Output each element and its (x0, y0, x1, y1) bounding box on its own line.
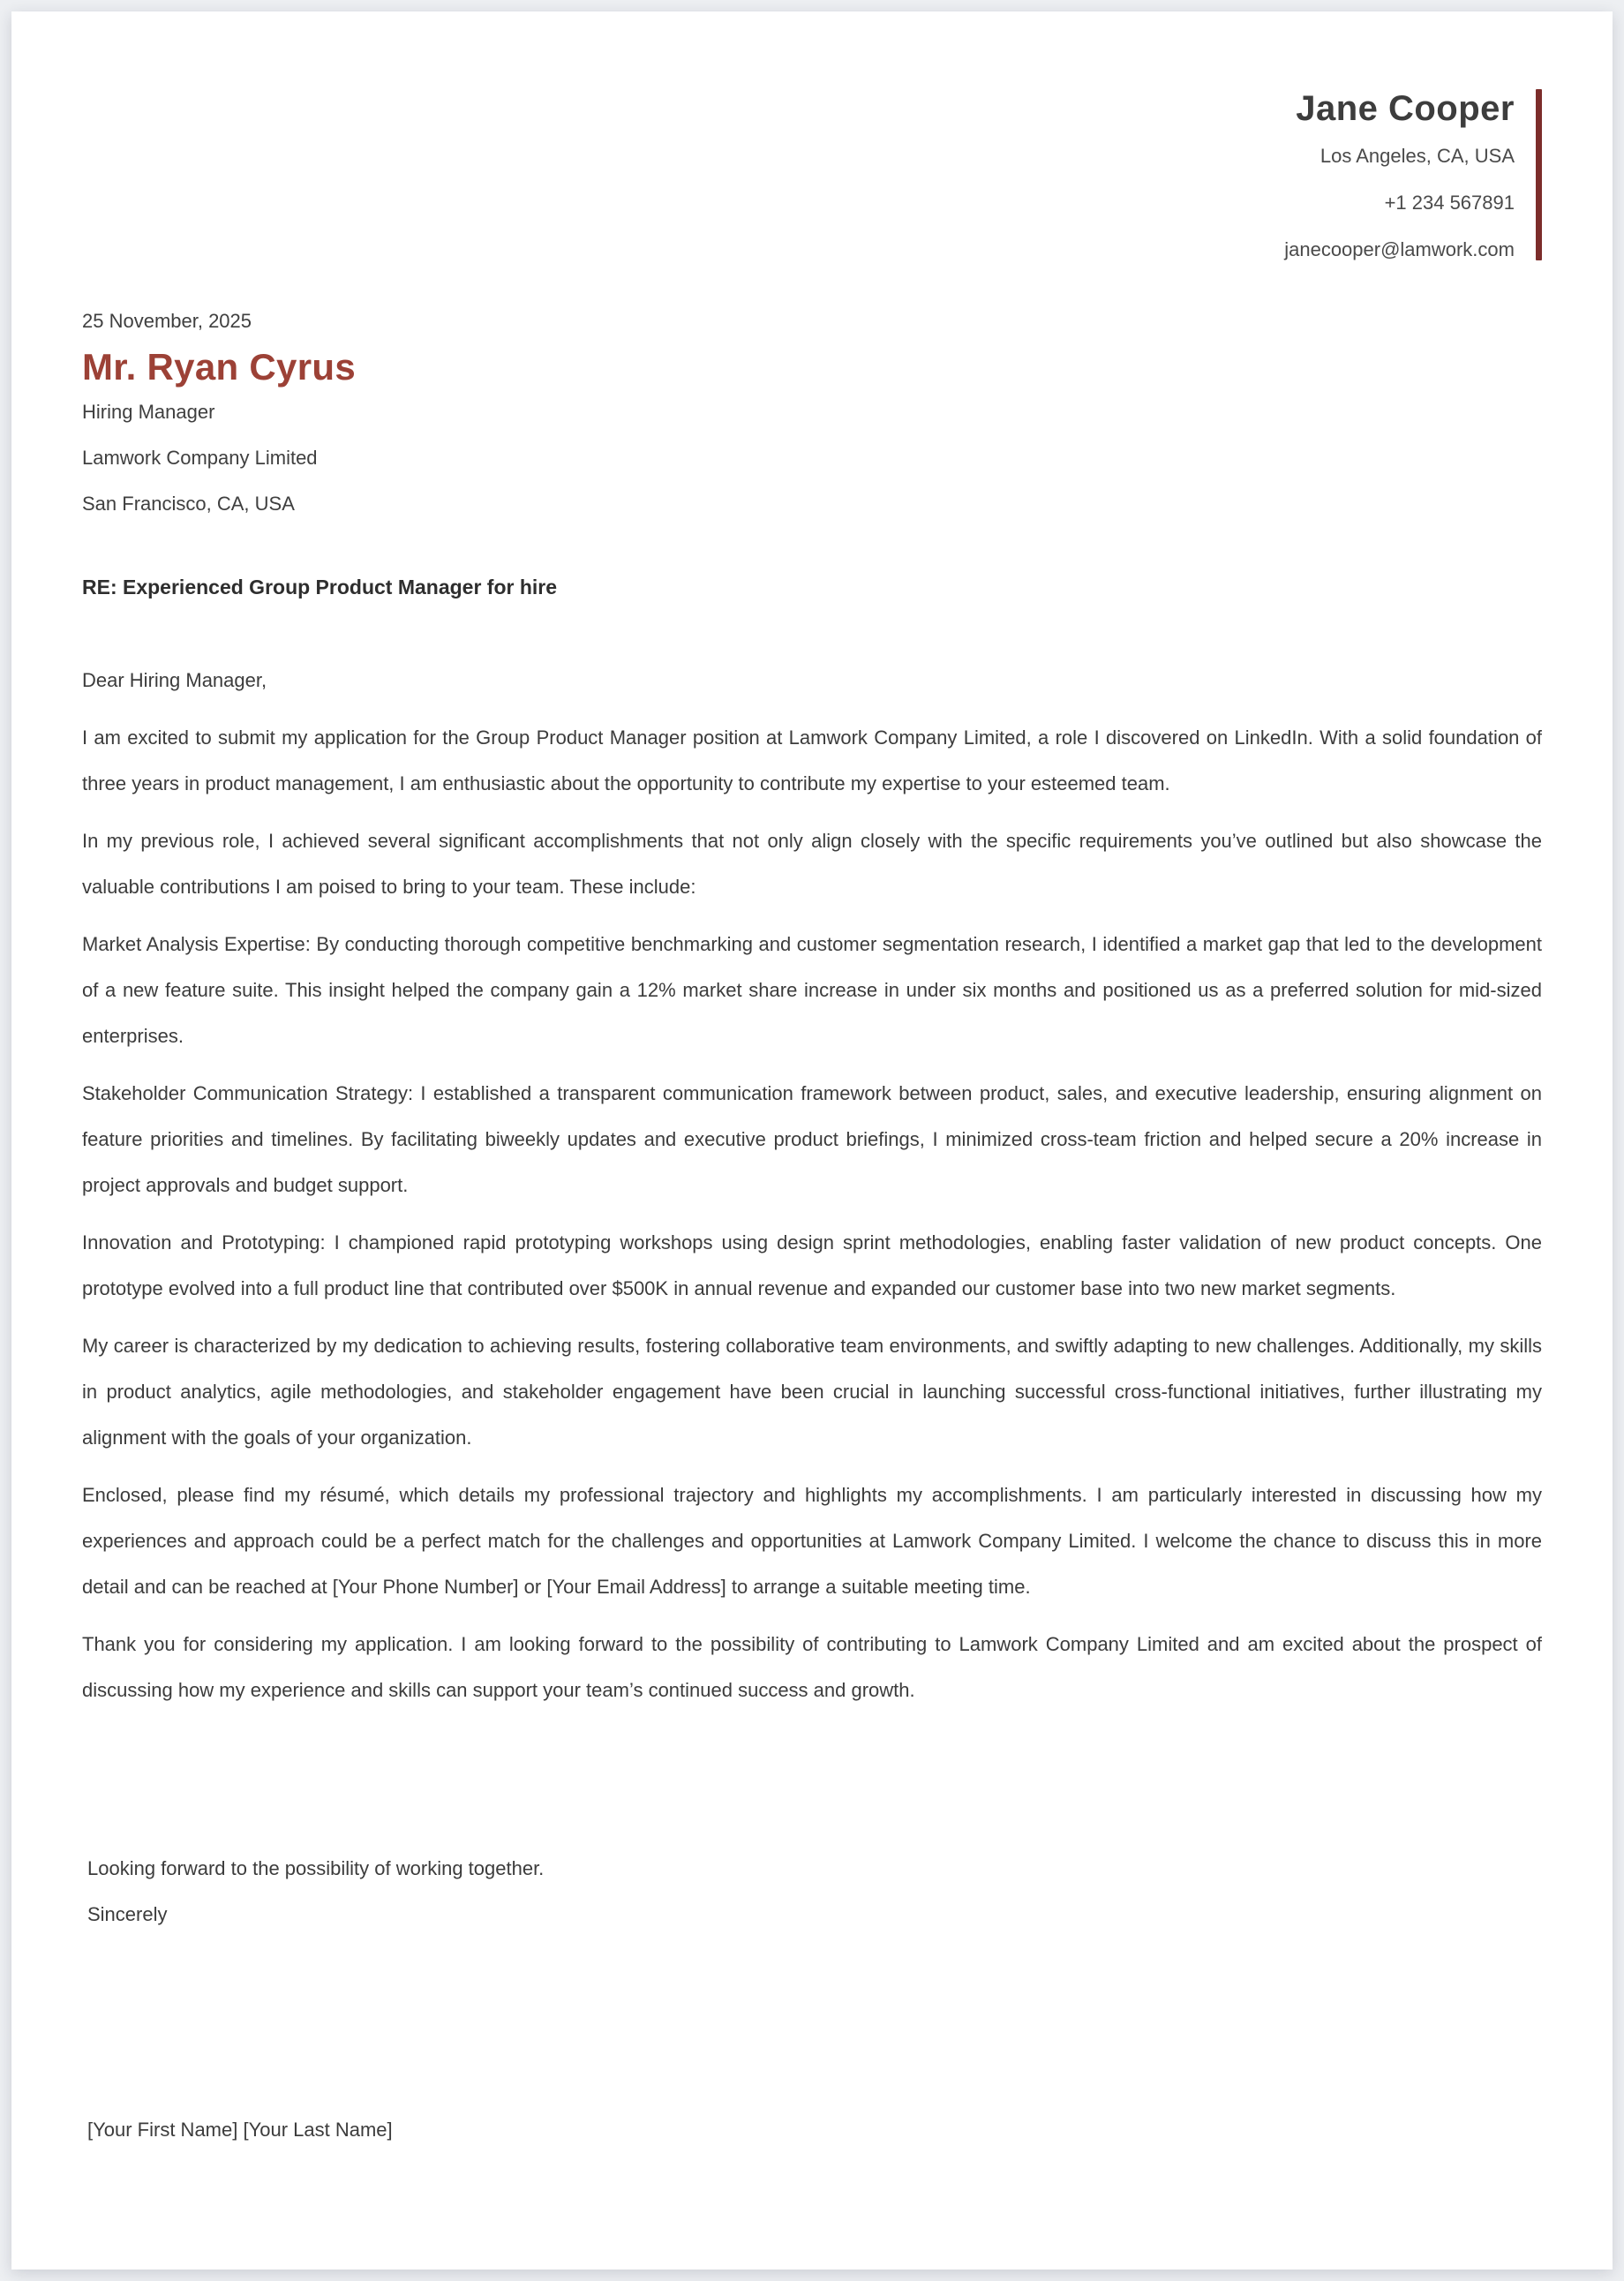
body-paragraph: Market Analysis Expertise: By conducting thorough competitive benchmarking and customer segmentation research, I identified a market gap that led to the development of a new feature suite. This insight helped the company gain a 12% market share increase in under six months and positioned us as a preferred solution for mid-sized enterprises. (82, 933, 1542, 1047)
recipient-company: Lamwork Company Limited (82, 447, 318, 469)
closing-salutation: Sincerely (87, 1903, 168, 1925)
closing-block (82, 1846, 1542, 1938)
salutation: Dear Hiring Manager, (82, 669, 267, 691)
signature-placeholder: [Your First Name] [Your Last Name] (87, 2119, 393, 2141)
sender-contact-block (1284, 89, 1515, 260)
closing-line: Looking forward to the possibility of working together. (87, 1857, 545, 1879)
recipient-title: Hiring Manager (82, 401, 215, 423)
body-paragraph: Enclosed, please find my résumé, which details my professional trajectory and highlights my accomplishments. I am particularly interested in discussing how my experiences and approach could be a perfect match for the challenges and opportunities at Lamwork Company Limited. I welcome the chance to discuss this in more detail and can be reached at [Your Phone Number] or [Your Email Address] to arrange a suitable meeting time. (82, 1484, 1542, 1598)
body-paragraph: In my previous role, I achieved several significant accomplishments that not only align closely with the specific requirements you’ve outlined but also showcase the valuable contributions I am poised to bring to your team. These include: (82, 830, 1542, 898)
letter-date: 25 November, 2025 (82, 310, 252, 332)
sender-name: Jane Cooper (1296, 89, 1515, 128)
body-paragraph: Thank you for considering my application. I am looking forward to the possibility of contributing to Lamwork Company Limited and am excited about the prospect of discussing how my experience and skills can support your team’s continued success and growth. (82, 1633, 1542, 1701)
body-paragraph: Innovation and Prototyping: I championed rapid prototyping workshops using design sprint methodologies, enabling faster validation of new product concepts. One prototype evolved into a full product line that contributed over $500K in annual revenue and expanded our customer base into two new market segments. (82, 1231, 1542, 1299)
accent-bar (1536, 89, 1542, 260)
body-paragraph: I am excited to submit my application for the Group Product Manager position at Lamwork Company Limited, a role I discovered on LinkedIn. With a solid foundation of three years in product management, I am enthusiastic about the opportunity to contribute my expertise to your esteemed team. (82, 726, 1542, 794)
subject-line: RE: Experienced Group Product Manager for hire (82, 576, 558, 598)
body-paragraph: My career is characterized by my dedication to achieving results, fostering collaborative team environments, and swiftly adapting to new challenges. Additionally, my skills in product analytics, agile methodologies, and stakeholder engagement have been crucial in launching successful cross-functional initiatives, further illustrating my alignment with the goals of your organization. (82, 1335, 1542, 1449)
sender-email: janecooper@lamwork.com (1284, 238, 1515, 260)
recipient-location: San Francisco, CA, USA (82, 493, 295, 515)
letter-page (11, 11, 1613, 2270)
sender-header (82, 89, 1542, 260)
sender-location: Los Angeles, CA, USA (1320, 145, 1515, 167)
sender-phone: +1 234 567891 (1384, 192, 1515, 214)
body-paragraph: Stakeholder Communication Strategy: I established a transparent communication framework between product, sales, and executive leadership, ensuring alignment on feature priorities and timelines. By facilitating biweekly updates and executive product briefings, I minimized cross-team friction and helped secure a 20% increase in project approvals and budget support. (82, 1082, 1542, 1196)
recipient-name: Mr. Ryan Cyrus (82, 346, 356, 388)
